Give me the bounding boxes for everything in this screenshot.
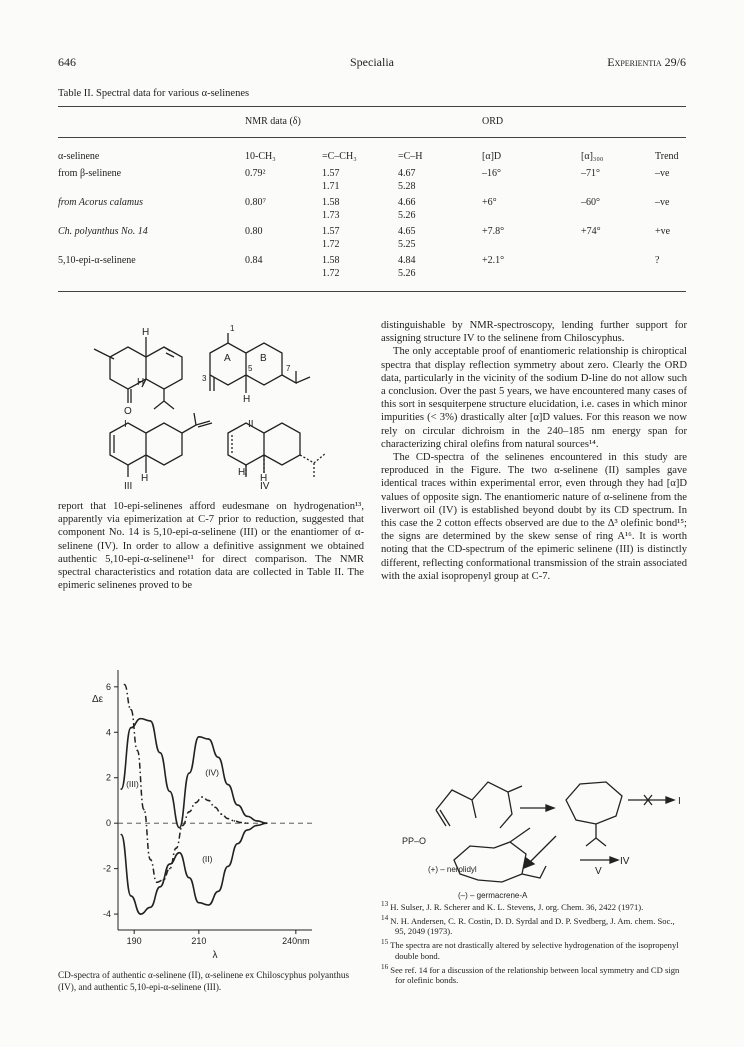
footnote-text: H. Sulser, J. R. Scherer and K. L. Stevens, J. org. Chem. 36, 2422 (1971). [388, 901, 644, 912]
series-point [175, 847, 177, 849]
structure-II-ring-a [210, 343, 246, 385]
atom-o: O [124, 406, 132, 417]
series-point [188, 811, 190, 813]
atom-h: H [260, 473, 268, 484]
series-point [159, 886, 161, 888]
table-cell-alpha300: –71° [581, 168, 600, 179]
table-cell-name: α-selinene [58, 151, 100, 162]
series-point [143, 809, 145, 811]
table-cell-name: 5,10-epi-α-selinene [58, 255, 136, 266]
table-cell-ch3: 10-CH₃ [245, 151, 276, 162]
journal-name: Experientia 29/6 [607, 55, 686, 69]
series-point [247, 829, 249, 831]
series-label: (II) [202, 853, 213, 864]
footnote-text: N. H. Andersen, C. R. Costin, D. D. Syrdal and D. P. Svedberg, J. Am. chem. Soc., 95, 2049 (1973). [388, 915, 675, 937]
atom-h: H [141, 473, 149, 484]
table-cell-ch3: 0.80 [245, 226, 263, 237]
intermediate-V-label: V [595, 866, 602, 877]
product-IV-label: IV [620, 856, 630, 867]
y-tick-label: 4 [105, 727, 111, 738]
table-cell-cch3: =C–CH₃ [322, 151, 357, 162]
ord-group-header: ORD [482, 116, 504, 127]
label-III: III [124, 481, 133, 491]
right-paragraph-3: The CD-spectra of the selinenes encountered in this study are reproduced in the Figure. The two α-selinene (II) samples gave identical traces within experimental error, even through they had [α]D values of opposite sign. The enantiomeric nature of α-selinene from the liverwort oil (IV) is established beyond doubt by its CD spectrum. In this case the 2 cotton effects observed are due to the Δ³ olefinic bond¹⁵; the signs are determined by the skew sense of ring A¹⁶. It is worth noting that the CD-spectrum of the epimeric selinene (III) is distinctly different, reflecting conformational transmission of the strain associated with the axial isopropenyl group at C-7. [381, 452, 687, 582]
series-point [237, 804, 239, 806]
table-cell-trend: +ve [655, 226, 671, 237]
atom-h: H [137, 377, 145, 388]
table-cell-trend: Trend [655, 151, 679, 162]
series-point [159, 752, 161, 754]
series-point [217, 891, 219, 893]
footnote [381, 937, 687, 961]
series-point [124, 684, 126, 686]
right-paragraph-2: The only acceptable proof of enantiomeric relationship is chiroptical spectra that display reflection symmetry about zero. Clearly the ORD data, particularly in the vicinity of the sodium D-line do not allow such a conclusion. Over the past 5 years, we have encountered many cases of this sort in sesquiterpene structure elucidation, i.e. cases in which minor impurities (< 3%) drastically alter [α]D values. For this reason we now rely on circular dichroism in the 240–185 nm energy span for characterizing chiral olefins from natural sources¹⁴. [381, 346, 687, 450]
series-label: (III) [126, 778, 139, 789]
table-cell-trend: –ve [655, 197, 670, 208]
series-point [208, 738, 210, 740]
x-axis-label: λ [212, 950, 218, 961]
table-cell-cch3: 1.57 1.71 [322, 168, 340, 192]
x-tick-label: 190 [126, 936, 142, 946]
atom-h: H [142, 327, 150, 338]
table-cell-alpha_d: [α]D [482, 151, 502, 162]
series-line-0 [121, 823, 267, 914]
structure-III-ring-a [110, 423, 146, 465]
y-tick-label: -4 [102, 909, 111, 920]
series-point [227, 866, 229, 868]
table-cell-ch3: 0.80⁷ [245, 197, 266, 208]
table-cell-alpha300: +74° [581, 226, 601, 237]
series-point [198, 736, 200, 738]
series-point [240, 822, 242, 824]
footnote-number: 13 [381, 900, 389, 908]
series-point [150, 859, 152, 861]
series-point [237, 843, 239, 845]
y-axis-label: Δε [92, 694, 104, 705]
series-point [169, 868, 171, 870]
series-point [182, 825, 184, 827]
series-point [162, 879, 164, 881]
y-tick-label: 0 [105, 818, 111, 829]
page-number: 646 [58, 55, 76, 69]
atom-number: 1 [230, 324, 235, 333]
table-cell-ch3: 0.84 [245, 255, 263, 266]
structure-IV-ring-b [264, 423, 300, 465]
series-point [214, 806, 216, 808]
table-rule-mid [58, 137, 686, 138]
footnote-text: See ref. 14 for a discussion of the relationship between local symmetry and CD sign for olefinic bonds. [388, 964, 680, 986]
series-point [256, 825, 258, 827]
series-point [247, 822, 249, 824]
footnote [381, 899, 687, 913]
series-point [156, 881, 158, 883]
series-point [208, 904, 210, 906]
series-point [195, 802, 197, 804]
series-point [120, 788, 122, 790]
table-cell-ch: =C–H [398, 151, 423, 162]
table-cell-name: from Acorus calamus [58, 197, 143, 208]
atom-number: 3 [202, 374, 207, 383]
structure-III-ring-b [146, 423, 182, 465]
left-paragraph: report that 10-epi-selinenes afford eudesmane on hydrogenation¹³, apparently via epimerization at C-7 prior to reduction, suggested that component No. 14 is 5,10-epi-α-selinene (III) or the enantiomer of α-selinene (IV). In order to allow a definitive assignment we obtained authentic 5,10-epi-α-selinene¹¹ for direct comparison. The NMR spectral characteristics and rotation data are collected in Table II. The epimeric selinenes proved to be [58, 501, 364, 592]
table-cell-alpha_d: +2.1° [482, 255, 505, 266]
series-point [169, 863, 171, 865]
series-point [130, 727, 132, 729]
table-cell-trend: –ve [655, 168, 670, 179]
series-point [201, 796, 203, 798]
footnote-text: The spectra are not drastically altered by selective hydrogenation of the isopropenyl double bond. [388, 939, 679, 961]
atom-number: 7 [286, 364, 291, 373]
cd-spectra-chart [72, 660, 332, 965]
series-point [234, 820, 236, 822]
table-cell-ch: 4.84 5.26 [398, 255, 416, 279]
table-cell-cch3: 1.58 1.73 [322, 197, 340, 221]
structure-I-ring-b [146, 347, 182, 389]
table-cell-ch: 4.67 5.28 [398, 168, 416, 192]
section-title: Specialia [350, 55, 394, 69]
series-point [227, 818, 229, 820]
label-IV: IV [260, 481, 270, 491]
table-caption: Table II. Spectral data for various α-selinenes [58, 88, 250, 99]
series-point [227, 784, 229, 786]
table-cell-alpha_d: –16° [482, 168, 501, 179]
intermediate-V-ring [566, 782, 622, 846]
table-cell-alpha_d: +7.8° [482, 226, 505, 237]
series-point [169, 791, 171, 793]
series-point [179, 827, 181, 829]
label-I: I [124, 419, 127, 430]
table-cell-ch: 4.65 5.25 [398, 226, 416, 250]
atom-h: H [243, 394, 251, 405]
footnote-number: 16 [381, 962, 389, 971]
ring-label-b: B [260, 353, 267, 364]
selinene-structures [90, 323, 340, 491]
series-point [130, 895, 132, 897]
nmr-group-header: NMR data (δ) [245, 116, 301, 127]
series-point [140, 913, 142, 915]
right-paragraph-1: distinguishable by NMR-spectroscopy, lending further support for assigning structure IV to the selinene from Chiloscyphus. [381, 320, 687, 345]
germacrene-label: (–) – germacrene-A [458, 891, 528, 900]
series-point [217, 756, 219, 758]
table-rule-top [58, 106, 686, 107]
table-cell-alpha_d: +6° [482, 197, 497, 208]
product-I-label: I [678, 796, 681, 807]
series-point [198, 902, 200, 904]
ring-label-a: A [224, 353, 231, 364]
footnote [381, 962, 687, 986]
x-tick-label: 210 [191, 936, 207, 946]
table-cell-ch3: 0.79² [245, 168, 266, 179]
series-point [140, 718, 142, 720]
series-point [150, 720, 152, 722]
y-tick-label: 6 [105, 681, 111, 692]
label-II: II [248, 419, 254, 430]
series-point [179, 852, 181, 854]
figure-caption: CD-spectra of authentic α-selinene (II), α-selinene ex Chiloscyphus polyanthus (IV), and authentic 5,10-epi-α-selinene (III). [58, 970, 350, 992]
table-cell-ch: 4.66 5.26 [398, 197, 416, 221]
atom-h: H [238, 467, 246, 478]
series-point [188, 877, 190, 879]
series-point [188, 772, 190, 774]
footnotes [381, 899, 687, 986]
table-cell-name: from β-selinene [58, 168, 122, 179]
biosynthesis-scheme [400, 770, 690, 905]
left-column-text [58, 500, 364, 592]
series-line-1 [121, 719, 267, 828]
series-point [137, 750, 139, 752]
pp-label: PP–O [402, 836, 427, 846]
series-point [208, 800, 210, 802]
series-label: (IV) [205, 767, 220, 778]
atom-number: 5 [248, 364, 253, 373]
series-point [120, 834, 122, 836]
footnote-number: 15 [381, 938, 389, 947]
y-tick-label: 2 [105, 772, 111, 783]
right-column-text [381, 319, 687, 583]
table-cell-cch3: 1.57 1.72 [322, 226, 340, 250]
table-cell-alpha300: –60° [581, 197, 600, 208]
table-cell-trend: ? [655, 255, 660, 266]
table-rule-bottom [58, 291, 686, 292]
footnote [381, 913, 687, 937]
series-point [130, 709, 132, 711]
series-point [256, 820, 258, 822]
x-tick-label: 240nm [282, 936, 310, 946]
footnote-number: 14 [381, 913, 389, 922]
nerolidyl-label: (+) – nerolidyl [428, 865, 477, 874]
y-tick-label: -2 [102, 863, 111, 874]
structure-IV-ring-a [228, 423, 264, 465]
series-point [266, 822, 268, 824]
nerolidyl-skeleton [436, 782, 522, 828]
table-cell-name: Ch. polyanthus No. 14 [58, 226, 148, 237]
series-point [247, 816, 249, 818]
table-cell-alpha300: [α]₃₀₀ [581, 151, 604, 162]
table-cell-cch3: 1.58 1.72 [322, 255, 340, 279]
series-point [150, 906, 152, 908]
series-point [221, 813, 223, 815]
